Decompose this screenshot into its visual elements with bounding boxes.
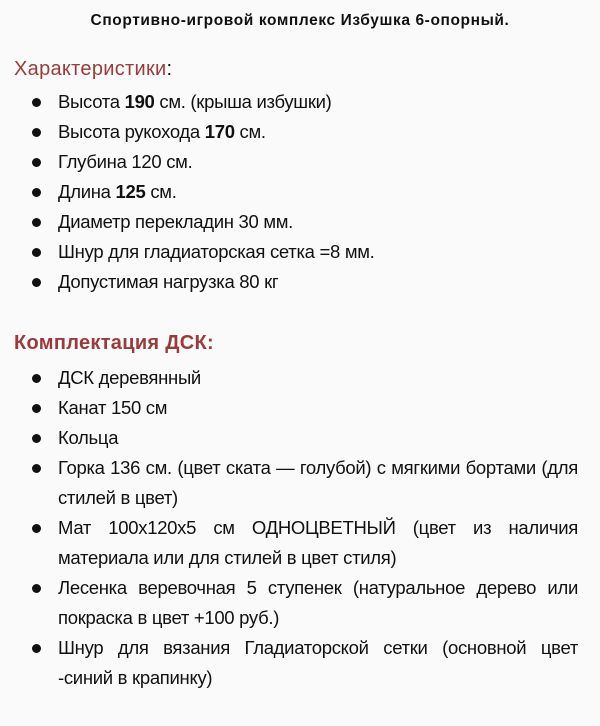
characteristics-heading [14,58,172,81]
list-item [0,237,578,267]
list-item [0,117,578,147]
list-item: Канат 150 см [0,393,578,423]
page-title: Спортивно-игровой комплекс Избушка 6-опорный. [90,12,510,29]
item-pre-text: Диаметр перекладин 30 мм. [58,211,293,232]
package-list [0,363,578,693]
list-item [0,147,578,177]
item-pre-text: Допустимая нагрузка 80 кг [58,271,279,292]
item-post-text: см. [234,121,266,142]
list-item [0,87,578,117]
list-item: Шнур для вязания Гладиаторской сетки (основной цвет -синий в крапинку) [0,633,578,693]
package-heading: Комплектация ДСК: [14,332,215,354]
heading-colon: : [166,58,173,80]
list-item [0,207,578,237]
list-item: Лесенка веревочная 5 ступенек (натуральное дерево или покраска в цвет +100 руб.) [0,573,578,633]
characteristics-heading-text: Характеристики [14,58,167,80]
item-pre-text: Глубина 120 см. [58,151,193,172]
item-pre-text: Высота рукохода [58,121,205,142]
list-item: ДСК деревянный [0,363,578,393]
item-post-text: см. [145,181,177,202]
item-pre-text: Шнур для гладиаторская сетка =8 мм. [58,241,375,262]
list-item [0,267,578,297]
item-bold-text: 125 [115,181,146,202]
list-item: Кольца [0,423,578,453]
list-item [0,177,578,207]
item-bold-text: 190 [124,91,155,112]
item-post-text: см. (крыша избушки) [154,91,332,112]
item-bold-text: 170 [204,121,235,142]
list-item: Мат 100x120x5 см ОДНОЦВЕТНЫЙ (цвет из наличия материала или для стилей в цвет стиля) [0,513,578,573]
item-pre-text: Длина [58,181,116,202]
item-pre-text: Высота [58,91,125,112]
list-item: Горка 136 см. (цвет ската — голубой) с мягкими бортами (для стилей в цвет) [0,453,578,513]
characteristics-list [0,87,578,297]
